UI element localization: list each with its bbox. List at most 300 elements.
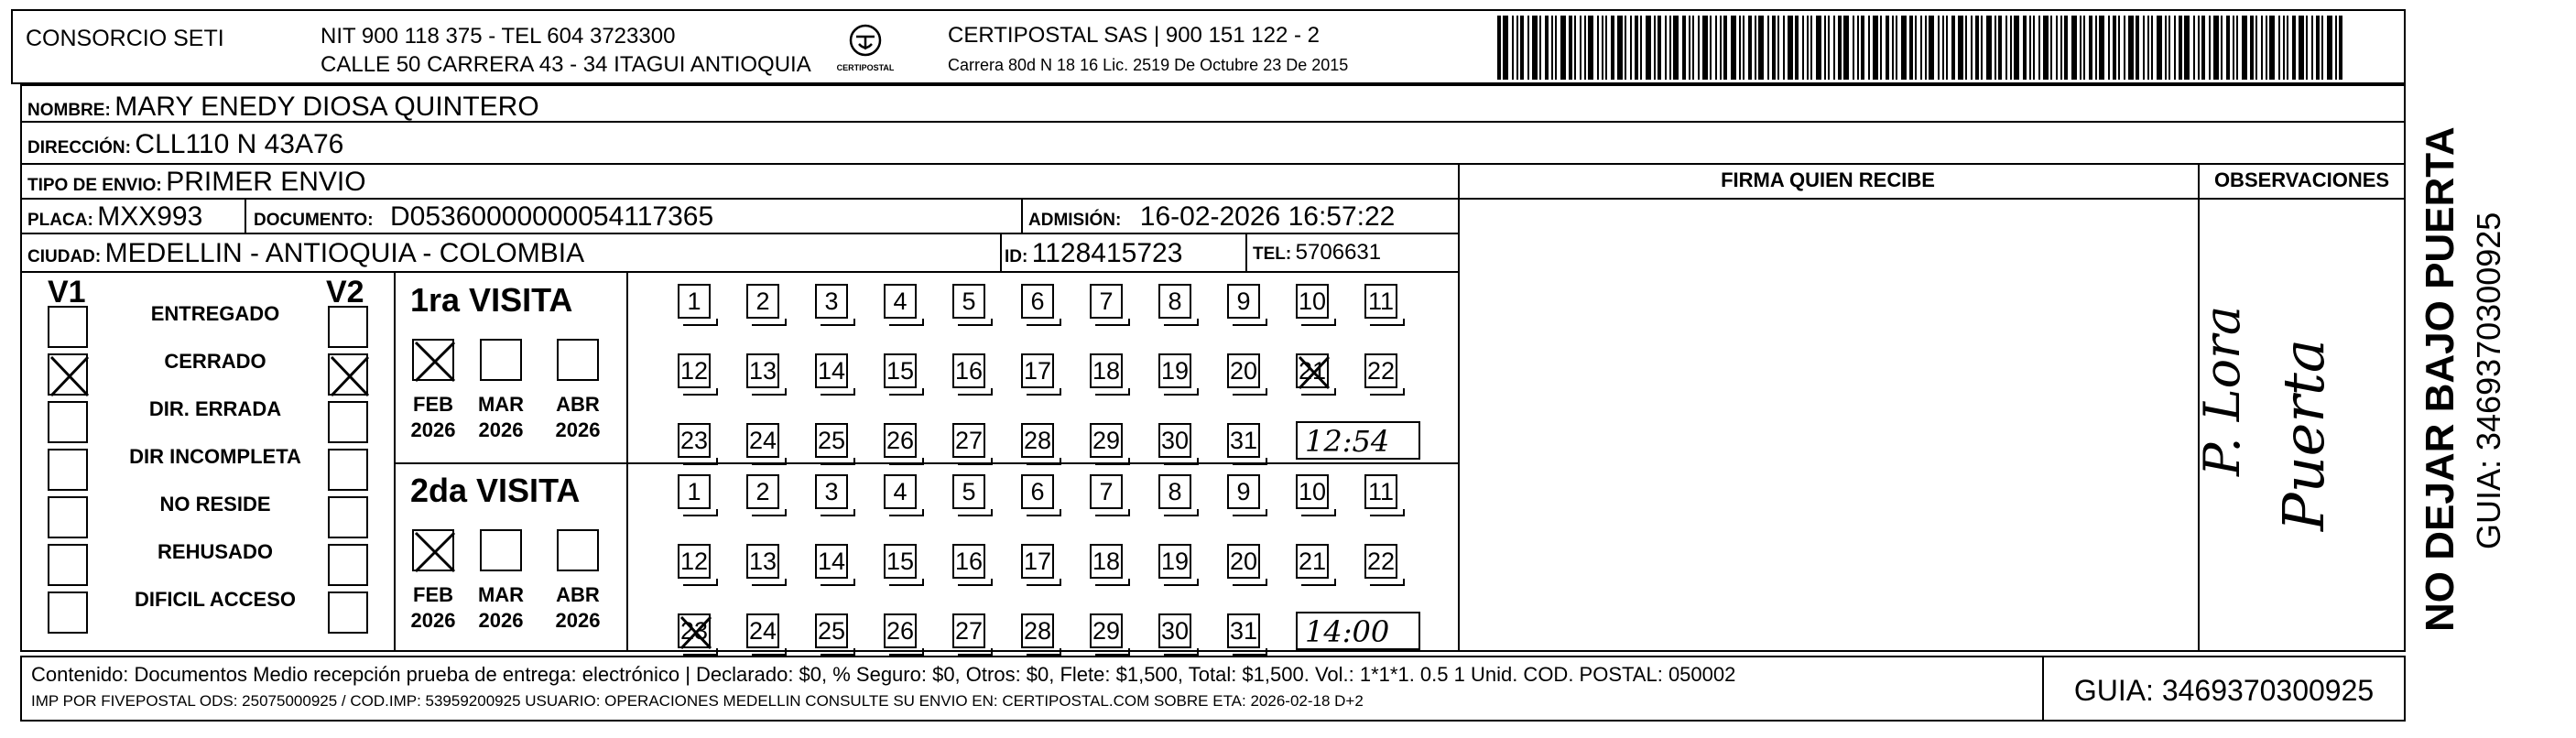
barcode-bar <box>1915 16 1917 80</box>
barcode-bar <box>2321 16 2323 80</box>
barcode-bar <box>2099 16 2104 80</box>
barcode-bar <box>1569 16 1572 80</box>
barcode-bar <box>1971 16 1973 80</box>
visit1-day-box[interactable]: 31 <box>1227 423 1260 458</box>
barcode-bar <box>2113 16 2116 80</box>
visit2-month-label <box>406 582 461 633</box>
visit1-day-box[interactable]: 29 <box>1090 423 1123 458</box>
barcode-bar <box>2014 16 2019 80</box>
visit2-day-box[interactable]: 2 <box>746 474 779 509</box>
barcode-bar <box>1951 16 1955 80</box>
barcode-bar <box>2010 16 2012 80</box>
status-option-label: ENTREGADO <box>150 302 280 325</box>
barcode-bar <box>1503 16 1508 80</box>
barcode-bar <box>2311 16 2313 80</box>
status-option-label: DIR INCOMPLETA <box>129 445 301 468</box>
barcode-bar <box>1767 16 1769 80</box>
visit1-day-box[interactable]: 23 <box>678 423 711 458</box>
direccion-label: DIRECCIÓN: <box>27 138 131 157</box>
visit1-month-checkbox[interactable] <box>557 339 599 381</box>
barcode-bar <box>2233 16 2234 80</box>
v1-checkbox[interactable] <box>48 401 88 443</box>
status-option-label: DIFICIL ACCESO <box>134 588 296 611</box>
barcode-bar <box>2108 16 2110 80</box>
visit2-day-box[interactable]: 29 <box>1090 613 1123 648</box>
barcode-bar <box>2064 16 2068 80</box>
barcode-bar <box>1617 16 1623 80</box>
id-label: ID: <box>1005 247 1028 266</box>
visit1-day-box[interactable]: 21 <box>1296 353 1329 388</box>
v2-checkbox[interactable] <box>328 353 368 396</box>
v1-checkbox[interactable] <box>48 591 88 634</box>
v2-label: V2 <box>326 275 364 309</box>
barcode-bar <box>1698 16 1700 80</box>
barcode-bar <box>2198 16 2200 80</box>
barcode-bar <box>1868 16 1870 80</box>
visit1-day-box[interactable]: 1 <box>678 284 711 319</box>
address-line: CALLE 50 CARRERA 43 - 34 ITAGUI ANTIOQUIA <box>321 52 811 77</box>
visit1-day-box[interactable]: 16 <box>952 353 985 388</box>
barcode-bar <box>1788 16 1793 80</box>
direccion-value: CLL110 N 43A76 <box>135 129 344 159</box>
barcode-bar <box>1692 16 1694 80</box>
v2-checkbox[interactable] <box>328 496 368 538</box>
visit1-month-checkbox[interactable] <box>412 339 454 381</box>
barcode-bar <box>2165 16 2167 80</box>
barcode-bar <box>2089 16 2092 80</box>
status-option-label: DIR. ERRADA <box>148 397 282 420</box>
barcode-bar <box>1777 16 1779 80</box>
visit1-day-box[interactable]: 20 <box>1227 353 1260 388</box>
barcode-bar <box>2327 16 2332 80</box>
visit2-day-box[interactable]: 15 <box>884 544 917 579</box>
visit1-day-box[interactable]: 25 <box>815 423 848 458</box>
visit2-month-checkbox[interactable] <box>480 529 522 571</box>
check-x-icon <box>412 529 458 575</box>
rule <box>1245 233 1247 271</box>
visit1-day-box[interactable]: 26 <box>884 423 917 458</box>
barcode-bar <box>1857 16 1859 80</box>
v1-checkbox[interactable] <box>48 449 88 491</box>
barcode-bar <box>1942 16 1944 80</box>
month-name: ABR <box>556 583 600 606</box>
visit2-day-box[interactable]: 28 <box>1021 613 1054 648</box>
visit1-day-box[interactable]: 30 <box>1158 423 1191 458</box>
ciudad-value: MEDELLIN - ANTIOQUIA - COLOMBIA <box>104 238 585 268</box>
month-name: MAR <box>477 393 525 416</box>
rule <box>626 271 628 652</box>
barcode-bar <box>1748 16 1752 80</box>
observaciones-label: OBSERVACIONES <box>2213 168 2390 191</box>
nombre-value: MARY ENEDY DIOSA QUINTERO <box>114 92 539 122</box>
barcode-bar <box>1723 16 1727 80</box>
visit1-day-box[interactable]: 11 <box>1364 284 1397 319</box>
day-mark-icon <box>678 613 714 652</box>
barcode-bar <box>1880 16 1882 80</box>
visit2-day-box[interactable]: 30 <box>1158 613 1191 648</box>
barcode-bar <box>1665 16 1667 80</box>
observaciones-handwriting <box>2193 293 2390 623</box>
visit2-day-box[interactable]: 4 <box>884 474 917 509</box>
visit2-day-box[interactable]: 6 <box>1021 474 1054 509</box>
admision-row <box>1028 203 1395 231</box>
visit1-day-box[interactable]: 24 <box>746 423 779 458</box>
visit1-day-box[interactable]: 10 <box>1296 284 1329 319</box>
barcode-bar <box>2050 16 2052 80</box>
barcode-bar <box>1605 16 1607 80</box>
barcode-bar <box>1755 16 1756 80</box>
visit1-day-box[interactable]: 6 <box>1021 284 1054 319</box>
barcode-bar <box>1516 16 1518 80</box>
barcode-bar <box>1758 16 1764 80</box>
visit2-day-box[interactable]: 7 <box>1090 474 1123 509</box>
barcode-bar <box>1873 16 1878 80</box>
v1-checkbox[interactable] <box>48 496 88 538</box>
v2-checkbox[interactable] <box>328 401 368 443</box>
barcode-bar <box>2278 16 2280 80</box>
barcode-bar <box>2339 16 2342 80</box>
footer-contenido: Contenido: Documentos Medio recepción prueba de entrega: electrónico | Declarado: $0, % Seguro: $0, Otros: $0, Flete: $1,500, Total: $1,500. Vol.: 1*1*1. 0.5 1 Unid. COD. POSTAL: 050002 <box>31 663 1736 686</box>
visit2-day-box[interactable]: 1 <box>678 474 711 509</box>
nombre-label: NOMBRE: <box>27 101 111 120</box>
barcode-bar <box>1861 16 1864 80</box>
barcode-bar <box>1669 16 1671 80</box>
barcode-bar <box>2236 16 2238 80</box>
visit2-day-box[interactable]: 27 <box>952 613 985 648</box>
visit1-day-box[interactable]: 27 <box>952 423 985 458</box>
barcode-bar <box>2124 16 2125 80</box>
visit1-handwritten-time: 12:54 <box>1305 424 1390 459</box>
visit1-day-box[interactable]: 18 <box>1090 353 1123 388</box>
visit2-month-checkbox[interactable] <box>557 529 599 571</box>
barcode-bar <box>1994 16 1996 80</box>
side-guia: GUIA: 3469370300925 <box>2470 212 2507 549</box>
visit2-day-box[interactable]: 25 <box>815 613 848 648</box>
barcode-bar <box>2029 16 2031 80</box>
logo-text: CERTIPOSTAL <box>836 63 895 72</box>
documento-row <box>254 203 713 231</box>
barcode-bar <box>2283 16 2285 80</box>
admision-label: ADMISIÓN: <box>1028 211 1122 230</box>
rule <box>20 233 1458 234</box>
id-row <box>1005 240 1182 267</box>
visit2-day-box[interactable]: 20 <box>1227 544 1260 579</box>
barcode-bar <box>1838 16 1842 80</box>
barcode-bar <box>2335 16 2337 80</box>
visit1-day-box[interactable]: 28 <box>1021 423 1054 458</box>
barcode-bar <box>2292 16 2296 80</box>
barcode-bar <box>1710 16 1712 80</box>
visit1-day-box[interactable]: 9 <box>1227 284 1260 319</box>
rule <box>394 271 396 652</box>
barcode-bar <box>1584 16 1586 80</box>
visit2-day-box[interactable]: 16 <box>952 544 985 579</box>
barcode-bar <box>2147 16 2149 80</box>
barcode-bar <box>1975 16 1979 80</box>
barcode-bar <box>2226 16 2230 80</box>
visit2-day-box[interactable]: 21 <box>1296 544 1329 579</box>
barcode-bar <box>1828 16 1830 80</box>
barcode-bar <box>1886 16 1889 80</box>
id-value: 1128415723 <box>1031 238 1183 268</box>
month-name: FEB <box>413 583 453 606</box>
barcode-bar <box>1673 16 1679 80</box>
visit1-time-box[interactable] <box>1296 421 1420 460</box>
barcode-bar <box>1929 16 1934 80</box>
barcode-bar <box>1896 16 1897 80</box>
barcode-bar <box>1532 16 1538 80</box>
visit1-day-box[interactable]: 12 <box>678 353 711 388</box>
visit2-day-box[interactable]: 17 <box>1021 544 1054 579</box>
barcode-bar <box>2193 16 2195 80</box>
visit1-day-box[interactable]: 4 <box>884 284 917 319</box>
barcode-bar <box>2071 16 2077 80</box>
barcode-bar <box>2157 16 2162 80</box>
visit2-day-box[interactable]: 31 <box>1227 613 1260 648</box>
visit1-day-box[interactable]: 7 <box>1090 284 1123 319</box>
barcode-bar <box>2221 16 2223 80</box>
visit2-day-box[interactable]: 9 <box>1227 474 1260 509</box>
visit2-day-box[interactable]: 3 <box>815 474 848 509</box>
v1-checkbox[interactable] <box>48 544 88 586</box>
barcode-bar <box>1715 16 1717 80</box>
visit2-day-box[interactable]: 10 <box>1296 474 1329 509</box>
barcode-bar <box>2213 16 2219 80</box>
barcode-bar <box>1925 16 1927 80</box>
barcode-bar <box>2033 16 2035 80</box>
barcode-bar <box>2306 16 2308 80</box>
month-year: 2026 <box>555 418 601 441</box>
rule <box>20 163 2406 165</box>
visit1-day-box[interactable]: 2 <box>746 284 779 319</box>
ciudad-row <box>27 240 584 267</box>
check-x-icon <box>412 339 458 385</box>
nit-line: NIT 900 118 375 - TEL 604 3723300 <box>321 24 676 49</box>
barcode-bar <box>1843 16 1849 80</box>
direccion-row <box>27 131 343 158</box>
v1-checkbox[interactable] <box>48 306 88 348</box>
month-year: 2026 <box>410 608 456 632</box>
barcode-bar <box>2023 16 2027 80</box>
barcode-bar <box>2143 16 2145 80</box>
barcode-bar <box>1938 16 1940 80</box>
visit2-month-label <box>550 582 605 633</box>
visit2-day-box[interactable]: 12 <box>678 544 711 579</box>
barcode-bar <box>1520 16 1524 80</box>
barcode-bar <box>1807 16 1809 80</box>
barcode-bar <box>2179 16 2182 80</box>
placa-row <box>27 203 202 231</box>
barcode-bar <box>2038 16 2040 80</box>
footer-guia: GUIA: 3469370300925 <box>2073 674 2375 707</box>
status-option-label: CERRADO <box>164 350 266 373</box>
barcode-bar <box>1853 16 1854 80</box>
month-year: 2026 <box>478 418 524 441</box>
barcode-bar <box>1497 16 1501 80</box>
barcode-bar <box>1689 16 1690 80</box>
tel-value: 5706631 <box>1295 240 1382 265</box>
barcode-bar <box>1574 16 1576 80</box>
visit2-day-box[interactable]: 5 <box>952 474 985 509</box>
firma-label: FIRMA QUIEN RECIBE <box>1721 168 1935 191</box>
barcode-bar <box>1611 16 1614 80</box>
rule <box>245 198 246 234</box>
visit1-day-box[interactable]: 5 <box>952 284 985 319</box>
visit2-day-box[interactable]: 11 <box>1364 474 1397 509</box>
v2-checkbox[interactable] <box>328 306 368 348</box>
barcode-bar <box>2201 16 2205 80</box>
barcode-bar <box>2151 16 2153 80</box>
visit2-day-box[interactable]: 8 <box>1158 474 1191 509</box>
visit1-day-box[interactable]: 22 <box>1364 353 1397 388</box>
tipo-value: PRIMER ENVIO <box>166 167 366 197</box>
visit1-day-box[interactable]: 14 <box>815 353 848 388</box>
barcode-bar <box>1909 16 1913 80</box>
barcode-bar <box>1640 16 1642 80</box>
v2-checkbox[interactable] <box>328 449 368 491</box>
barcode-bar <box>2255 16 2257 80</box>
barcode-bar <box>2060 16 2062 80</box>
barcode-bar <box>2174 16 2176 80</box>
side-no-dejar: NO DEJAR BAJO PUERTA <box>2418 126 2462 632</box>
barcode-bar <box>1658 16 1661 80</box>
visit1-day-box[interactable]: 3 <box>815 284 848 319</box>
barcode-bar <box>2043 16 2049 80</box>
barcode-bar <box>2261 16 2263 80</box>
barcode-bar <box>2316 16 2320 80</box>
visit1-day-box[interactable]: 17 <box>1021 353 1054 388</box>
barcode-bar <box>1958 16 1963 80</box>
documento-label: DOCUMENTO: <box>254 211 374 230</box>
visit1-day-box[interactable]: 19 <box>1158 353 1191 388</box>
barcode-bar <box>1901 16 1907 80</box>
barcode-bar <box>1580 16 1581 80</box>
visit1-month-checkbox[interactable] <box>480 339 522 381</box>
visit2-day-box[interactable]: 14 <box>815 544 848 579</box>
visit1-title: 1ra VISITA <box>410 281 573 319</box>
month-name: ABR <box>556 393 600 416</box>
visit2-month-label <box>473 582 528 633</box>
barcode-bar <box>1783 16 1785 80</box>
barcode-bar <box>1965 16 1967 80</box>
barcode-bar <box>1772 16 1776 80</box>
visit2-day-box[interactable]: 22 <box>1364 544 1397 579</box>
barcode-bar <box>2287 16 2288 80</box>
month-year: 2026 <box>555 608 601 632</box>
status-option-label: NO RESIDE <box>159 493 271 516</box>
month-year: 2026 <box>478 608 524 632</box>
visit1-day-box[interactable]: 8 <box>1158 284 1191 319</box>
visit1-day-box[interactable]: 15 <box>884 353 917 388</box>
barcode-bar <box>2083 16 2085 80</box>
visit1-month-label <box>406 392 461 442</box>
placa-label: PLACA: <box>27 211 93 230</box>
barcode-bar <box>1998 16 2002 80</box>
v1-checkbox[interactable] <box>48 353 88 396</box>
barcode-bar <box>1551 16 1553 80</box>
visit2-title: 2da VISITA <box>410 472 581 509</box>
barcode-bar <box>1545 16 1549 80</box>
footer-imp-line: IMP POR FIVEPOSTAL ODS: 25075000925 / COD.IMP: 53959200925 USUARIO: OPERACIONES MEDELLIN CONSULTE SU ENVIO EN: CERTIPOSTAL.COM SOBRE ETA: 2026-02-18 D+2 <box>31 692 1364 710</box>
barcode-bar <box>2128 16 2134 80</box>
visit2-day-box[interactable]: 19 <box>1158 544 1191 579</box>
barcode-bar <box>1602 16 1603 80</box>
barcode-bar <box>1682 16 1686 80</box>
barcode-bar <box>1555 16 1557 80</box>
tipo-row <box>27 168 366 196</box>
visit2-time-box[interactable] <box>1296 612 1420 650</box>
barcode-bar <box>2209 16 2211 80</box>
barcode-bar <box>1597 16 1599 80</box>
barcode-bar <box>1892 16 1894 80</box>
visit1-month-label <box>473 392 528 442</box>
month-name: FEB <box>413 393 453 416</box>
barcode <box>1497 16 2349 80</box>
visit1-month-label <box>550 392 605 442</box>
barcode-bar <box>2168 16 2170 80</box>
check-x-icon <box>48 353 92 399</box>
barcode-bar <box>2250 16 2254 80</box>
certipostal-logo <box>829 20 902 75</box>
barcode-bar <box>2080 16 2081 80</box>
barcode-bar <box>1795 16 1799 80</box>
barcode-bar <box>1539 16 1541 80</box>
barcode-bar <box>2118 16 2120 80</box>
visit2-day-box[interactable]: 24 <box>746 613 779 648</box>
visit2-day-box[interactable]: 13 <box>746 544 779 579</box>
barcode-bar <box>1824 16 1826 80</box>
barcode-bar <box>1810 16 1812 80</box>
handwriting-line-1: P. Lora <box>2193 305 2251 476</box>
barcode-bar <box>1816 16 1821 80</box>
v2-checkbox[interactable] <box>328 591 368 634</box>
barcode-bar <box>2095 16 2097 80</box>
barcode-bar <box>1946 16 1948 80</box>
month-name: MAR <box>477 583 525 606</box>
barcode-bar <box>2242 16 2247 80</box>
barcode-bar <box>1527 16 1529 80</box>
day-mark-icon <box>1296 353 1332 392</box>
tel-row <box>1253 242 1381 264</box>
barcode-bar <box>1833 16 1835 80</box>
barcode-bar <box>2056 16 2058 80</box>
visit2-day-box[interactable]: 23 <box>678 613 711 648</box>
rule <box>394 462 1458 464</box>
visit2-day-box[interactable]: 26 <box>884 613 917 648</box>
documento-value: D05360000000054117365 <box>390 201 714 232</box>
placa-value: MXX993 <box>97 201 203 232</box>
check-x-icon <box>328 353 372 399</box>
rule <box>20 271 1458 273</box>
firma-area[interactable] <box>1460 200 2196 652</box>
admision-value: 16-02-2026 16:57:22 <box>1139 201 1396 232</box>
certipostal-line: CERTIPOSTAL SAS | 900 151 122 - 2 <box>948 23 1320 48</box>
nombre-row <box>27 93 539 121</box>
visit1-day-box[interactable]: 13 <box>746 353 779 388</box>
barcode-bar <box>1702 16 1708 80</box>
barcode-bar <box>1739 16 1741 80</box>
visit2-month-checkbox[interactable] <box>412 529 454 571</box>
barcode-bar <box>2266 16 2267 80</box>
tel-label: TEL: <box>1253 244 1292 264</box>
barcode-bar <box>1731 16 1736 80</box>
barcode-bar <box>1588 16 1593 80</box>
barcode-bar <box>1986 16 1992 80</box>
status-option-label: REHUSADO <box>158 540 273 563</box>
tipo-label: TIPO DE ENVIO: <box>27 176 162 195</box>
visit2-day-box[interactable]: 18 <box>1090 544 1123 579</box>
v2-checkbox[interactable] <box>328 544 368 586</box>
